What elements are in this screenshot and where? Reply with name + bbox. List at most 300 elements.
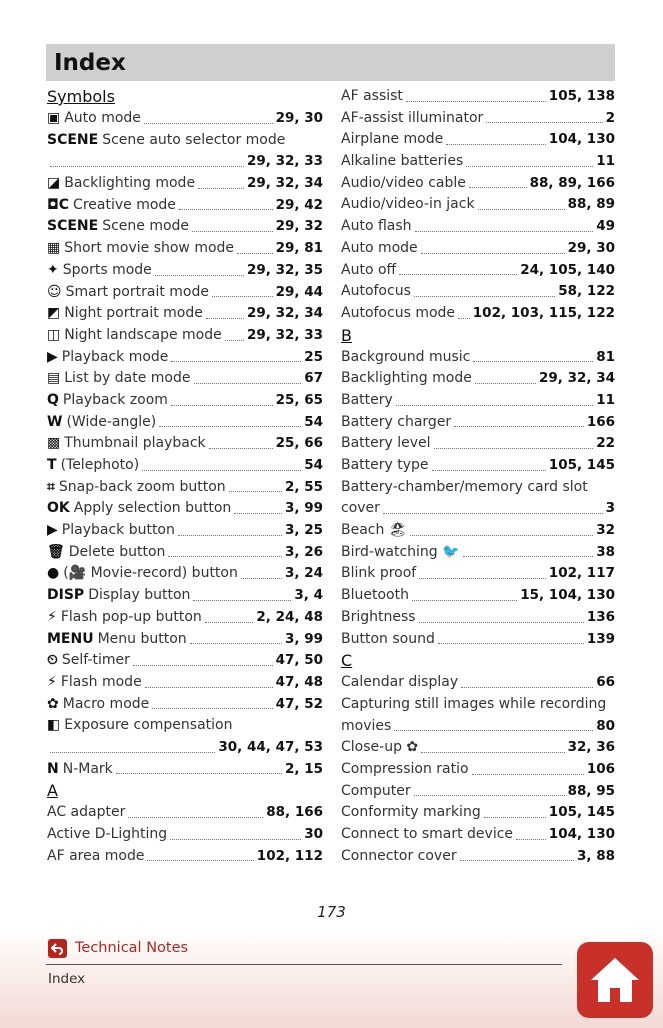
entry-symbol-icon: OK xyxy=(47,500,70,517)
entry-pages[interactable]: 25 xyxy=(304,348,323,365)
index-entry[interactable] xyxy=(341,390,615,412)
entry-pages[interactable]: 30 xyxy=(304,826,323,842)
entry-pages[interactable]: 29, 32, 35 xyxy=(246,261,323,278)
entry-pages[interactable]: 104, 130 xyxy=(548,826,615,842)
entry-pages[interactable]: 29, 30 xyxy=(275,110,323,126)
entry-symbol-icon: SCENE xyxy=(47,131,99,148)
entry-pages[interactable]: 32, 36 xyxy=(567,739,615,756)
entry-pages[interactable]: 29, 32, 33 xyxy=(246,153,323,170)
entry-label: AC adapter xyxy=(47,804,126,821)
index-entry[interactable] xyxy=(341,455,615,477)
entry-pages[interactable]: 136 xyxy=(586,608,615,625)
entry-pages[interactable]: 25, 66 xyxy=(275,435,323,452)
entry-pages[interactable]: 2, 55 xyxy=(284,478,323,495)
index-entry[interactable] xyxy=(47,585,323,607)
leader-dots xyxy=(206,318,244,319)
entry-pages[interactable]: 3, 24 xyxy=(284,565,323,582)
leader-dots xyxy=(463,556,594,557)
entry-label: Conformity marking xyxy=(341,804,481,821)
leader-dots xyxy=(50,166,244,167)
leader-dots xyxy=(414,795,565,796)
footer-divider xyxy=(46,964,562,965)
technical-notes-label: Technical Notes xyxy=(75,940,189,956)
entry-pages[interactable]: 102, 103, 115, 122 xyxy=(472,304,615,321)
entry-label: Airplane mode xyxy=(341,131,444,148)
entry-symbol-icon: ▣ xyxy=(47,110,61,126)
entry-symbol-icon: SCENE xyxy=(47,218,99,235)
entry-pages[interactable]: 139 xyxy=(586,630,615,647)
entry-label: Backlighting mode xyxy=(64,175,196,192)
entry-symbol-icon: ◫ xyxy=(47,326,61,343)
entry-symbol-icon: ⏲ xyxy=(47,652,58,669)
leader-dots xyxy=(145,687,273,688)
entry-label: Flash pop-up button xyxy=(60,608,202,625)
index-entry[interactable] xyxy=(47,846,323,868)
entry-pages[interactable]: 3, 26 xyxy=(284,543,323,560)
entry-pages[interactable]: 81 xyxy=(596,348,615,365)
entry-label: Auto mode xyxy=(341,239,418,256)
leader-dots xyxy=(434,448,594,449)
entry-label: Auto off xyxy=(341,261,397,278)
entry-symbol-icon: W xyxy=(47,413,63,430)
entry-pages[interactable]: 3 xyxy=(605,500,615,517)
leader-dots xyxy=(394,730,593,731)
leader-dots xyxy=(144,123,273,124)
entry-symbol-icon: N xyxy=(47,760,59,777)
entry-pages[interactable]: 29, 32 xyxy=(275,218,323,235)
leader-dots xyxy=(237,253,273,254)
index-entry[interactable] xyxy=(341,238,615,260)
home-icon xyxy=(587,954,643,1006)
entry-pages[interactable]: 29, 32, 34 xyxy=(246,305,323,322)
index-entry[interactable] xyxy=(341,672,615,694)
entry-label: AF assist xyxy=(341,88,403,104)
entry-symbol-icon: ▤ xyxy=(47,370,61,387)
entry-label: Menu button xyxy=(97,630,187,647)
index-entry[interactable] xyxy=(47,173,323,195)
leader-dots xyxy=(412,600,517,601)
entry-pages[interactable]: 105, 145 xyxy=(548,457,615,473)
entry-label: Calendar display xyxy=(341,674,459,691)
entry-label-part-1: Capturing still images while recording xyxy=(341,695,607,712)
entry-pages[interactable]: 88, 89, 166 xyxy=(529,174,615,191)
leader-dots xyxy=(178,535,282,536)
entry-label: Macro mode xyxy=(62,695,150,712)
entry-label: Computer xyxy=(341,782,411,799)
index-entry[interactable] xyxy=(47,195,323,217)
index-section-heading: B xyxy=(341,325,352,345)
leader-dots xyxy=(209,448,273,449)
leader-dots xyxy=(421,752,564,753)
entry-pages[interactable]: 29, 32, 33 xyxy=(246,326,323,343)
entry-symbol-icon: ● xyxy=(47,565,60,582)
index-entry[interactable] xyxy=(341,802,615,824)
index-section-heading: Symbols xyxy=(47,87,115,106)
index-entry[interactable] xyxy=(341,368,615,390)
entry-label: Night portrait mode xyxy=(64,305,203,322)
entry-label: Smart portrait mode xyxy=(65,283,209,300)
entry-label: (🎥 Movie-record) button xyxy=(63,565,238,582)
entry-pages[interactable]: 32 xyxy=(596,522,615,539)
index-entry[interactable] xyxy=(47,542,323,564)
entry-pages[interactable]: 102, 112 xyxy=(256,847,323,864)
index-entry[interactable] xyxy=(47,303,323,325)
entry-pages[interactable]: 25, 65 xyxy=(275,391,323,408)
index-entry[interactable] xyxy=(341,216,615,238)
index-entry[interactable] xyxy=(341,281,615,303)
entry-label: Scene auto selector mode xyxy=(102,131,286,148)
index-entry[interactable] xyxy=(341,563,615,585)
leader-dots xyxy=(241,578,282,579)
entry-label: Autofocus mode xyxy=(341,304,456,321)
entry-pages[interactable]: 54 xyxy=(304,457,323,473)
index-entry[interactable] xyxy=(341,759,615,781)
index-entry[interactable] xyxy=(341,151,615,173)
index-entry[interactable] xyxy=(47,325,323,347)
entry-pages[interactable]: 104, 130 xyxy=(548,131,615,148)
leader-dots xyxy=(133,665,273,666)
entry-pages[interactable]: 29, 30 xyxy=(567,239,615,256)
leader-dots xyxy=(419,622,584,623)
entry-pages[interactable]: 105, 145 xyxy=(548,804,615,821)
index-entry[interactable] xyxy=(341,824,615,846)
index-entry[interactable] xyxy=(47,650,323,672)
breadcrumb: Index xyxy=(48,971,86,987)
entry-label: Flash mode xyxy=(60,673,142,690)
entry-symbol-icon: ☺ xyxy=(47,283,62,300)
index-entry[interactable] xyxy=(341,520,615,542)
index-entry[interactable] xyxy=(47,347,323,369)
leader-dots xyxy=(168,556,282,557)
leader-dots xyxy=(399,274,517,275)
entry-label: Sports mode xyxy=(62,261,152,278)
index-section-heading: A xyxy=(47,781,58,801)
entry-label: Battery charger xyxy=(341,413,452,430)
leader-dots xyxy=(396,405,593,406)
entry-pages[interactable]: 22 xyxy=(596,435,615,452)
leader-dots xyxy=(171,405,273,406)
leader-dots xyxy=(155,275,244,276)
leader-dots xyxy=(50,752,215,753)
leader-dots xyxy=(472,774,584,775)
entry-pages[interactable]: 166 xyxy=(586,413,615,430)
entry-label: Playback zoom xyxy=(62,391,168,408)
entry-pages[interactable]: 29, 81 xyxy=(275,240,323,257)
entry-pages[interactable]: 66 xyxy=(596,674,615,691)
leader-dots xyxy=(421,253,565,254)
back-arrow-icon xyxy=(48,939,67,958)
entry-label: Alkaline batteries xyxy=(341,153,464,170)
leader-dots xyxy=(466,166,593,167)
index-entry[interactable] xyxy=(341,737,615,759)
entry-pages[interactable]: 15, 104, 130 xyxy=(520,587,615,604)
entry-pages[interactable]: 30, 44, 47, 53 xyxy=(218,738,323,755)
entry-pages[interactable]: 58, 122 xyxy=(558,283,615,300)
index-entry[interactable] xyxy=(341,260,615,282)
entry-label: Battery level xyxy=(341,435,431,452)
entry-label-part-2: cover xyxy=(341,500,380,517)
index-entry[interactable] xyxy=(341,433,615,455)
index-entry[interactable] xyxy=(341,194,615,216)
leader-dots xyxy=(460,860,574,861)
index-entry[interactable] xyxy=(341,585,615,607)
index-entry[interactable] xyxy=(341,173,615,195)
entry-label: (Telephoto) xyxy=(60,457,140,473)
entry-symbol-icon: ◪ xyxy=(47,175,61,192)
entry-label: Snap-back zoom button xyxy=(58,478,226,495)
entry-pages[interactable]: 11 xyxy=(596,391,615,408)
entry-pages[interactable]: 80 xyxy=(596,717,615,734)
entry-label: Playback button xyxy=(61,522,175,539)
leader-dots xyxy=(415,231,594,232)
entry-label: Bird-watching 🐦 xyxy=(341,543,460,560)
leader-dots xyxy=(446,144,546,145)
entry-label: Thumbnail playback xyxy=(64,435,206,452)
entry-symbol-icon: ⌗ xyxy=(47,478,55,495)
entry-label: Close-up ✿ xyxy=(341,739,419,756)
entry-pages[interactable]: 3, 88 xyxy=(576,847,615,864)
index-entry[interactable] xyxy=(341,412,615,434)
index-entry[interactable] xyxy=(47,390,323,412)
entry-label: Auto mode xyxy=(64,110,141,126)
index-entry[interactable] xyxy=(47,672,323,694)
index-entry[interactable] xyxy=(47,759,323,781)
entry-symbol-icon: ▦ xyxy=(47,240,61,257)
index-entry[interactable] xyxy=(47,802,323,824)
index-entry[interactable] xyxy=(341,129,615,151)
index-entry[interactable] xyxy=(47,694,323,716)
leader-dots xyxy=(469,187,527,188)
leader-dots xyxy=(198,188,244,189)
index-entry[interactable] xyxy=(341,542,615,564)
index-entry[interactable] xyxy=(47,715,323,758)
technical-notes-link[interactable] xyxy=(48,938,188,958)
index-entry[interactable] xyxy=(47,563,323,585)
leader-dots xyxy=(190,643,282,644)
index-entry[interactable] xyxy=(47,216,323,238)
index-entry[interactable] xyxy=(341,86,615,108)
entry-label: Night landscape mode xyxy=(64,326,222,343)
leader-dots xyxy=(116,773,282,774)
index-entry[interactable] xyxy=(341,477,615,520)
leader-dots xyxy=(486,122,602,123)
entry-label: Audio/video cable xyxy=(341,174,466,191)
entry-pages[interactable]: 2 xyxy=(605,109,615,126)
leader-dots xyxy=(193,600,291,601)
entry-label: Brightness xyxy=(341,608,416,625)
page-number: 173 xyxy=(317,903,346,921)
index-entry[interactable] xyxy=(341,347,615,369)
index-entry[interactable] xyxy=(47,629,323,651)
entry-label: Connect to smart device xyxy=(341,826,514,842)
entry-symbol-icon: ◘C xyxy=(47,196,70,213)
index-entry[interactable] xyxy=(341,629,615,651)
index-entry[interactable] xyxy=(341,846,615,868)
entry-label: Battery xyxy=(341,391,393,408)
entry-pages[interactable]: 102, 117 xyxy=(548,565,615,582)
entry-pages[interactable]: 88, 166 xyxy=(266,804,323,821)
index-entry[interactable] xyxy=(47,498,323,520)
leader-dots xyxy=(142,470,301,471)
entry-pages[interactable]: 47, 52 xyxy=(275,695,323,712)
leader-dots xyxy=(475,383,536,384)
entry-label: AF-assist illuminator xyxy=(341,109,484,126)
entry-pages[interactable]: 2, 15 xyxy=(284,760,323,777)
entry-label: Blink proof xyxy=(341,565,417,582)
entry-label: Playback mode xyxy=(61,348,169,365)
leader-dots xyxy=(159,426,301,427)
entry-pages[interactable]: 88, 95 xyxy=(567,782,615,799)
entry-pages[interactable]: 3, 99 xyxy=(284,630,323,647)
entry-label: Bluetooth xyxy=(341,587,409,604)
entry-label: Audio/video-in jack xyxy=(341,196,475,213)
entry-pages[interactable]: 106 xyxy=(586,760,615,777)
entry-pages[interactable]: 38 xyxy=(596,543,615,560)
entry-pages[interactable]: 54 xyxy=(304,413,323,430)
leader-dots xyxy=(454,426,584,427)
entry-label: Connector cover xyxy=(341,847,457,864)
leader-dots xyxy=(406,101,546,102)
leader-dots xyxy=(516,839,546,840)
entry-symbol-icon: ✦ xyxy=(47,261,59,278)
index-entry[interactable] xyxy=(47,368,323,390)
index-entry[interactable] xyxy=(47,477,323,499)
entry-pages[interactable]: 3, 4 xyxy=(294,587,323,604)
leader-dots xyxy=(484,817,546,818)
entry-pages[interactable]: 2, 24, 48 xyxy=(256,608,323,625)
entry-symbol-icon: MENU xyxy=(47,630,94,647)
index-entry[interactable] xyxy=(47,130,323,173)
entry-label: Scene mode xyxy=(102,218,190,235)
entry-label: Autofocus xyxy=(341,283,411,300)
index-column-right xyxy=(341,86,615,867)
entry-symbol-icon: ⚡ xyxy=(47,673,57,690)
leader-dots xyxy=(212,296,273,297)
leader-dots xyxy=(147,860,253,861)
index-entry[interactable] xyxy=(47,455,323,477)
index-entry[interactable] xyxy=(47,108,323,130)
entry-label: Compression ratio xyxy=(341,760,469,777)
entry-label: List by date mode xyxy=(64,370,191,387)
leader-dots xyxy=(152,708,272,709)
index-entry[interactable] xyxy=(47,260,323,282)
leader-dots xyxy=(229,491,282,492)
entry-pages[interactable]: 29, 42 xyxy=(275,196,323,213)
index-entry[interactable] xyxy=(341,607,615,629)
entry-label: Battery type xyxy=(341,457,429,473)
entry-symbol-icon: Q xyxy=(47,391,59,408)
leader-dots xyxy=(170,839,301,840)
index-section-heading: C xyxy=(341,651,353,671)
index-entry[interactable] xyxy=(47,824,323,846)
entry-label: Button sound xyxy=(341,630,435,647)
page-title: Index xyxy=(46,44,615,81)
entry-pages[interactable]: 3, 25 xyxy=(284,522,323,539)
entry-pages[interactable]: 29, 32, 34 xyxy=(538,370,615,387)
entry-label: Active D-Lighting xyxy=(47,826,168,842)
index-entry[interactable] xyxy=(47,282,323,304)
entry-pages[interactable]: 49 xyxy=(596,218,615,235)
entry-pages[interactable]: 67 xyxy=(304,370,323,387)
entry-label-part-2: movies xyxy=(341,717,392,734)
index-entry[interactable] xyxy=(341,108,615,130)
leader-dots xyxy=(473,361,593,362)
entry-label: Delete button xyxy=(68,543,166,560)
entry-label: Apply selection button xyxy=(73,500,232,517)
entry-label: Exposure compensation xyxy=(64,717,233,734)
entry-symbol-icon: 🗑 xyxy=(47,543,65,560)
entry-label: Auto flash xyxy=(341,218,412,235)
leader-dots xyxy=(179,209,273,210)
entry-pages[interactable]: 29, 32, 34 xyxy=(246,175,323,192)
entry-pages[interactable]: 47, 50 xyxy=(275,652,323,669)
entry-pages[interactable]: 3, 99 xyxy=(284,500,323,517)
entry-label: N-Mark xyxy=(62,760,113,777)
entry-label: Beach 🏖 xyxy=(341,522,407,539)
leader-dots xyxy=(419,578,546,579)
entry-label: (Wide-angle) xyxy=(66,413,157,430)
leader-dots xyxy=(414,296,555,297)
entry-symbol-icon: ✿ xyxy=(47,695,59,712)
index-entry[interactable] xyxy=(47,520,323,542)
entry-symbol-icon: ▶ xyxy=(47,348,58,365)
entry-pages[interactable]: 11 xyxy=(596,153,615,170)
leader-dots xyxy=(383,513,603,514)
leader-dots xyxy=(192,231,273,232)
entry-symbol-icon: T xyxy=(47,457,57,473)
leader-dots xyxy=(458,318,470,319)
index-entry[interactable] xyxy=(47,607,323,629)
entry-pages[interactable]: 88, 89 xyxy=(567,196,615,213)
entry-symbol-icon: ⚡ xyxy=(47,608,57,625)
entry-pages[interactable]: 105, 138 xyxy=(548,88,615,104)
entry-label-part-1: Battery-chamber/memory card slot xyxy=(341,478,588,495)
leader-dots xyxy=(171,361,301,362)
entry-symbol-icon: ▩ xyxy=(47,435,61,452)
index-entry[interactable] xyxy=(341,694,615,737)
index-entry[interactable] xyxy=(47,238,323,260)
index-entry[interactable] xyxy=(341,781,615,803)
entry-label: Short movie show mode xyxy=(64,240,235,257)
leader-dots xyxy=(432,470,546,471)
home-button[interactable] xyxy=(577,942,653,1018)
entry-symbol-icon: DISP xyxy=(47,587,85,604)
leader-dots xyxy=(438,643,584,644)
index-entry[interactable] xyxy=(47,433,323,455)
entry-symbol-icon: ◧ xyxy=(47,717,61,734)
entry-symbol-icon: ◩ xyxy=(47,305,61,322)
leader-dots xyxy=(194,383,302,384)
entry-label: Self-timer xyxy=(61,652,130,669)
leader-dots xyxy=(234,513,282,514)
index-entry[interactable] xyxy=(341,303,615,325)
leader-dots xyxy=(128,817,263,818)
entry-label: Creative mode xyxy=(73,196,176,213)
index-entry[interactable] xyxy=(47,412,323,434)
entry-pages[interactable]: 29, 44 xyxy=(275,283,323,300)
leader-dots xyxy=(225,340,244,341)
entry-pages[interactable]: 24, 105, 140 xyxy=(520,261,615,278)
leader-dots xyxy=(205,622,254,623)
entry-label: AF area mode xyxy=(47,847,145,864)
entry-label: Backlighting mode xyxy=(341,370,472,387)
entry-symbol-icon: ▶ xyxy=(47,522,58,539)
leader-dots xyxy=(461,687,593,688)
entry-label: Background music xyxy=(341,348,471,365)
entry-label: Display button xyxy=(88,587,191,604)
entry-pages[interactable]: 47, 48 xyxy=(275,673,323,690)
index-column-left xyxy=(47,86,323,867)
